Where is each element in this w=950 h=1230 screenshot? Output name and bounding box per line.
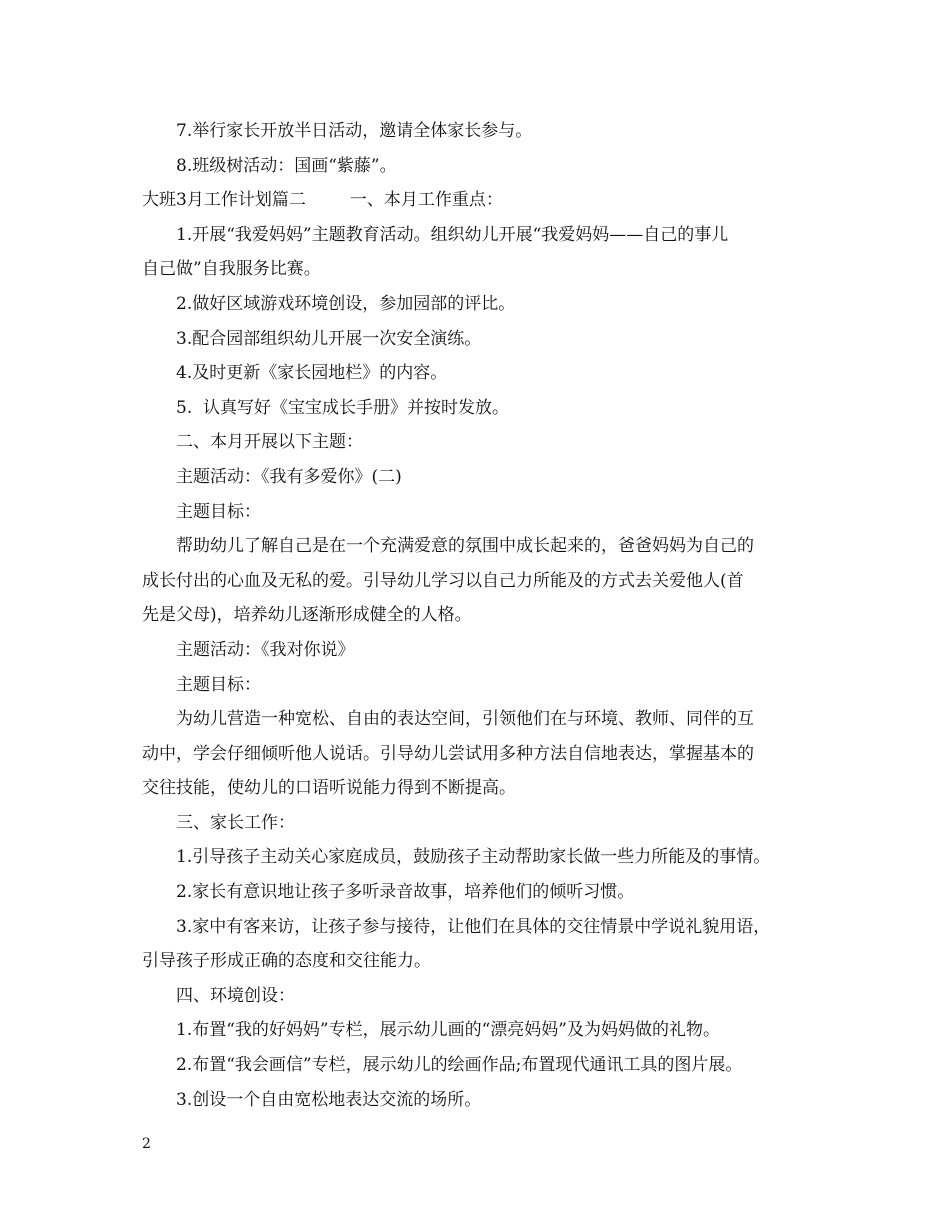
paragraph-line: 成长付出的心血及无私的爱。引导幼儿学习以自己力所能及的方式去关爱他人(首 — [142, 570, 744, 591]
paragraph-line: 7.举行家长开放半日活动，邀请全体家长参与。 — [176, 121, 533, 141]
section-heading: 一、本月工作重点： — [349, 190, 503, 211]
paragraph-line: 交往技能，使幼儿的口语听说能力得到不断提高。 — [142, 778, 516, 799]
document-body — [142, 114, 822, 1117]
paragraph-line: 8.班级树活动：国画“紫藤”。 — [176, 155, 397, 176]
paragraph-line: 1.引导孩子主动关心家庭成员，鼓励孩子主动帮助家长做一些力所能及的事情。 — [176, 847, 771, 868]
paragraph-line: 3.配合园部组织幼儿开展一次安全演练。 — [176, 328, 482, 349]
article-title: 大班3月工作计划篇二 — [142, 190, 306, 211]
paragraph-line: 为幼儿营造一种宽松、自由的表达空间，引领他们在与环境、教师、同伴的互 — [176, 709, 754, 730]
paragraph-line: 先是父母)，培养幼儿逐渐形成健全的人格。 — [142, 605, 472, 626]
paragraph-line: 3.创设一个自由宽松地表达交流的场所。 — [176, 1089, 482, 1110]
paragraph-line: 主题目标： — [176, 674, 261, 695]
paragraph-line: 5. 认真写好《宝宝成长手册》并按时发放。 — [176, 397, 510, 418]
paragraph-line: 1.布置“我的好妈妈”专栏，展示幼儿画的“漂亮妈妈”及为妈妈做的礼物。 — [176, 1020, 720, 1041]
paragraph-line: 4.及时更新《家长园地栏》的内容。 — [176, 363, 448, 384]
section-heading: 三、家长工作： — [176, 812, 295, 833]
paragraph-line: 1.开展“我爱妈妈”主题教育活动。组织幼儿开展“我爱妈妈——自己的事儿 — [176, 224, 729, 245]
section-heading: 二、本月开展以下主题： — [176, 432, 363, 453]
paragraph-line: 2.布置“我会画信”专栏，展示幼儿的绘画作品;布置现代通讯工具的图片展。 — [176, 1055, 743, 1076]
paragraph-line: 主题目标： — [176, 501, 261, 522]
paragraph-line: 主题活动：《我对你说》 — [176, 639, 355, 660]
section-heading: 四、环境创设： — [176, 985, 295, 1006]
paragraph-line: 主题活动：《我有多爱你》(二) — [176, 466, 402, 487]
paragraph-line: 引导孩子形成正确的态度和交往能力。 — [142, 951, 431, 972]
paragraph-line: 2.做好区域游戏环境创设，参加园部的评比。 — [176, 293, 516, 314]
paragraph-line: 动中，学会仔细倾听他人说话。引导幼儿尝试用多种方法自信地表达，掌握基本的 — [142, 743, 754, 764]
paragraph-line: 自己做”自我服务比赛。 — [142, 259, 321, 280]
section-heading-line — [142, 183, 822, 218]
paragraph-line: 3.家中有客来访，让孩子参与接待，让他们在具体的交往情景中学说礼貌用语， — [176, 916, 771, 937]
page-number: 2 — [142, 1136, 151, 1152]
paragraph-line: 帮助幼儿了解自己是在一个充满爱意的氛围中成长起来的，爸爸妈妈为自己的 — [176, 536, 754, 557]
paragraph-line: 2.家长有意识地让孩子多听录音故事，培养他们的倾听习惯。 — [176, 882, 635, 903]
